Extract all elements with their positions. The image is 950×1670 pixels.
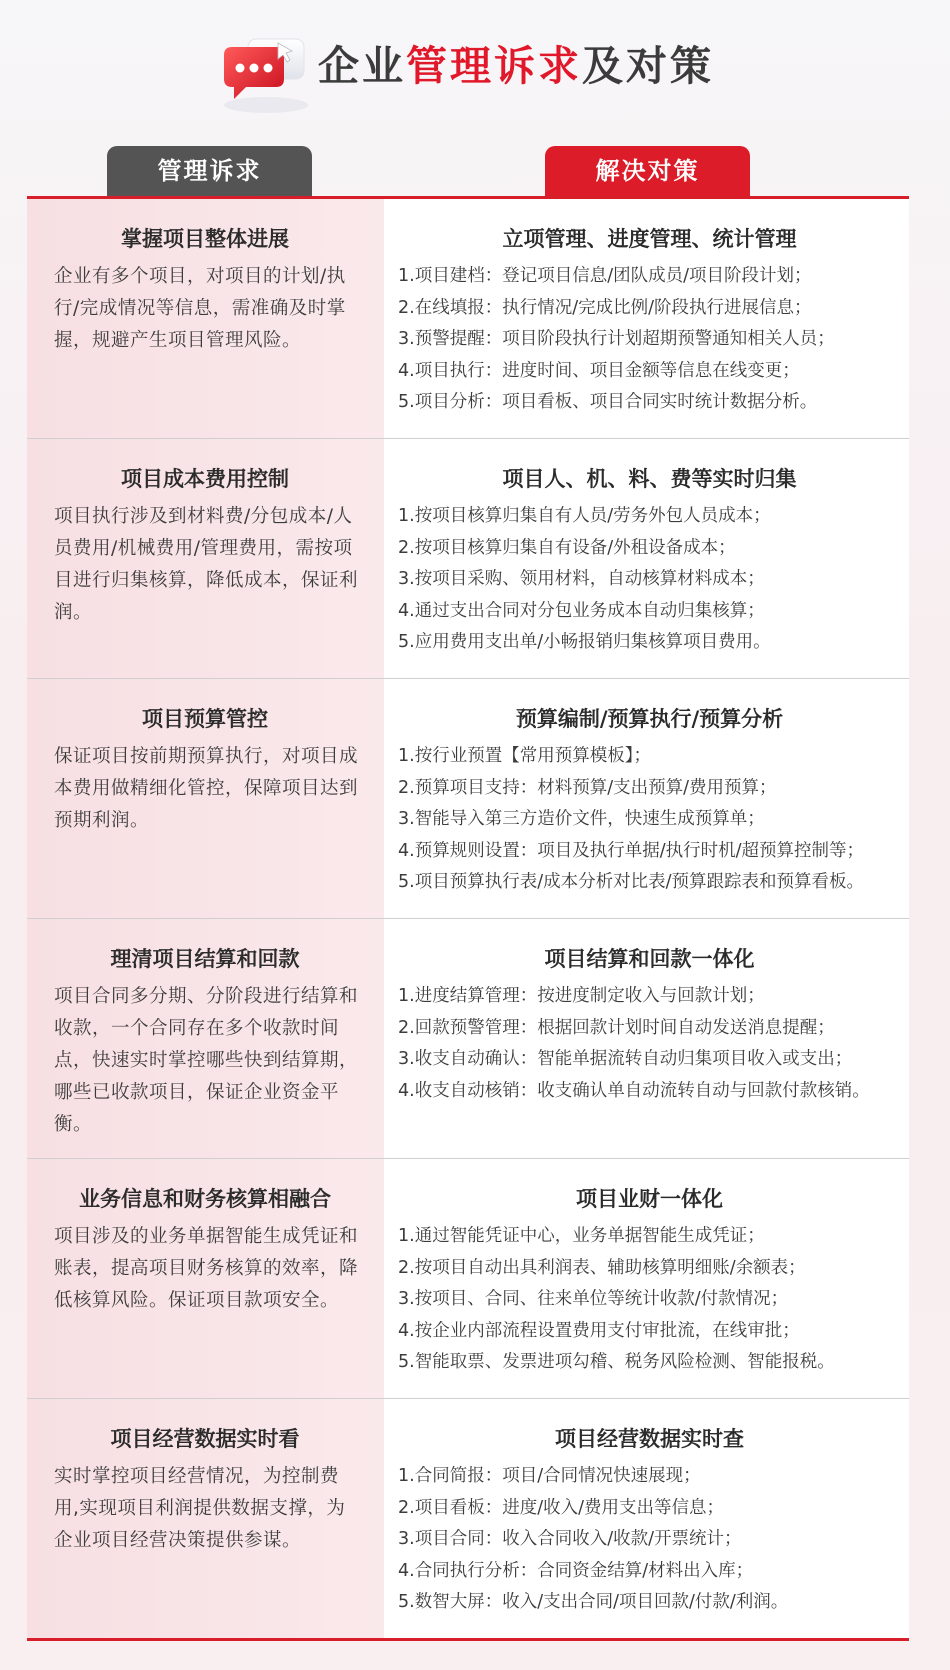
list-item: 3.智能导入第三方造价文件，快速生成预算单； xyxy=(398,809,765,829)
list-item: 1.项目建档：登记项目信息/团队成员/项目阶段计划； xyxy=(398,266,812,286)
list-item: 3.按项目、合同、往来单位等统计收款/付款情况； xyxy=(398,1289,789,1309)
list-item: 3.按项目采购、领用材料，自动核算材料成本； xyxy=(398,569,765,589)
need-description: 项目执行涉及到材料费/分包成本/人员费用/机械费用/管理费用，需按项目进行归集核算，降低成本，保证利润。 xyxy=(54,506,359,623)
need-cell xyxy=(27,1399,384,1638)
need-description: 保证项目按前期预算执行，对项目成本费用做精细化管控，保障项目达到预期利润。 xyxy=(54,746,359,831)
list-item: 5.项目预算执行表/成本分析对比表/预算跟踪表和预算看板。 xyxy=(398,872,864,892)
solution-title: 项目业财一体化 xyxy=(576,1187,723,1211)
list-item: 1.进度结算管理：按进度制定收入与回款计划； xyxy=(398,986,765,1006)
need-description: 项目涉及的业务单据智能生成凭证和账表，提高项目财务核算的效率，降低核算风险。保证项目款项安全。 xyxy=(54,1226,359,1311)
list-item: 1.按行业预置【常用预算模板】； xyxy=(398,746,651,766)
list-item: 2.在线填报：执行情况/完成比例/阶段执行进展信息； xyxy=(398,297,812,318)
solution-list xyxy=(398,501,901,659)
need-title: 掌握项目整体进展 xyxy=(121,227,289,251)
list-item: 4.收支自动核销：收支确认单自动流转自动与回款付款核销。 xyxy=(398,1080,870,1101)
tab-solutions: 解决对策 xyxy=(545,146,750,198)
list-item: 2.预算项目支持：材料预算/支出预算/费用预算； xyxy=(398,777,777,798)
solution-list xyxy=(398,1221,901,1379)
list-item: 4.预算规则设置：项目及执行单据/执行时机/超预算控制等； xyxy=(398,840,864,861)
list-item: 3.预警提醒：项目阶段执行计划超期预警通知相关人员； xyxy=(398,329,835,349)
list-item: 3.收支自动确认：智能单据流转自动归集项目收入或支出； xyxy=(398,1049,853,1069)
solution-title: 项目结算和回款一体化 xyxy=(544,947,755,971)
list-item: 1.通过智能凭证中心，业务单据智能生成凭证； xyxy=(398,1226,765,1246)
need-title: 项目预算管控 xyxy=(142,707,268,731)
solution-list xyxy=(398,981,901,1107)
list-item: 3.项目合同：收入合同收入/收款/开票统计； xyxy=(398,1529,742,1549)
list-item: 2.回款预警管理：根据回款计划时间自动发送消息提醒； xyxy=(398,1017,835,1038)
solution-cell xyxy=(384,1399,909,1638)
table-row xyxy=(27,1399,909,1638)
solution-cell xyxy=(384,1159,909,1398)
need-cell xyxy=(27,439,384,678)
solution-title: 预算编制/预算执行/预算分析 xyxy=(515,707,784,731)
table-row xyxy=(27,919,909,1159)
list-item: 5.智能取票、发票进项勾稽、税务风险检测、智能报税。 xyxy=(398,1352,835,1372)
need-description: 实时掌控项目经营情况，为控制费用,实现项目利润提供数据支撑，为企业项目经营决策提供参谋。 xyxy=(54,1466,346,1551)
need-cell xyxy=(27,679,384,918)
need-cell xyxy=(27,199,384,438)
list-item: 1.合同简报：项目/合同情况快速展现； xyxy=(398,1466,701,1486)
list-item: 4.按企业内部流程设置费用支付审批流，在线审批； xyxy=(398,1320,800,1341)
solution-list xyxy=(398,1461,901,1619)
chat-bubble-icon xyxy=(218,33,314,115)
need-cell xyxy=(27,919,384,1158)
list-item: 2.项目看板：进度/收入/费用支出等信息； xyxy=(398,1497,724,1518)
table-row xyxy=(27,679,909,919)
tab-management-needs: 管理诉求 xyxy=(107,146,312,198)
page-title xyxy=(318,36,714,96)
list-item: 4.合同执行分析：合同资金结算/材料出入库； xyxy=(398,1560,754,1581)
need-title: 项目成本费用控制 xyxy=(121,467,289,491)
solution-list xyxy=(398,741,901,899)
list-item: 5.数智大屏：收入/支出合同/项目回款/付款/利润。 xyxy=(398,1592,789,1612)
solution-title: 项目人、机、料、费等实时归集 xyxy=(502,467,797,491)
list-item: 5.应用费用支出单/小畅报销归集核算项目费用。 xyxy=(398,632,771,652)
list-item: 2.按项目自动出具利润表、辅助核算明细账/余额表； xyxy=(398,1257,806,1278)
table-row xyxy=(27,1159,909,1399)
solution-cell xyxy=(384,919,909,1158)
list-item: 4.项目执行：进度时间、项目金额等信息在线变更； xyxy=(398,360,800,381)
need-cell xyxy=(27,1159,384,1398)
page-header xyxy=(0,0,950,140)
solution-list xyxy=(398,261,901,419)
need-title: 业务信息和财务核算相融合 xyxy=(79,1187,331,1211)
title-part-3: 及对策 xyxy=(582,42,714,90)
table-row xyxy=(27,439,909,679)
need-description: 项目合同多分期、分阶段进行结算和收款，一个合同存在多个收款时间点，快速实时掌控哪些快到结算期，哪些已收款项目，保证企业资金平衡。 xyxy=(54,986,359,1135)
solution-cell xyxy=(384,199,909,438)
title-part-2: 管理诉求 xyxy=(406,42,582,90)
need-title: 理清项目结算和回款 xyxy=(110,947,300,971)
solution-cell xyxy=(384,439,909,678)
list-item: 5.项目分析：项目看板、项目合同实时统计数据分析。 xyxy=(398,392,818,412)
title-part-1: 企业 xyxy=(318,42,406,90)
table-row xyxy=(27,199,909,439)
solution-title: 项目经营数据实时查 xyxy=(555,1427,744,1451)
list-item: 1.按项目核算归集自有人员/劳务外包人员成本； xyxy=(398,506,771,526)
list-item: 4.通过支出合同对分包业务成本自动归集核算； xyxy=(398,600,765,621)
needs-solutions-table xyxy=(27,196,909,1641)
need-description: 企业有多个项目，对项目的计划/执行/完成情况等信息，需准确及时掌握，规避产生项目管理风险。 xyxy=(54,266,346,351)
solution-cell xyxy=(384,679,909,918)
solution-title: 立项管理、进度管理、统计管理 xyxy=(502,227,797,251)
need-title: 项目经营数据实时看 xyxy=(110,1427,300,1451)
list-item: 2.按项目核算归集自有设备/外租设备成本； xyxy=(398,537,736,558)
